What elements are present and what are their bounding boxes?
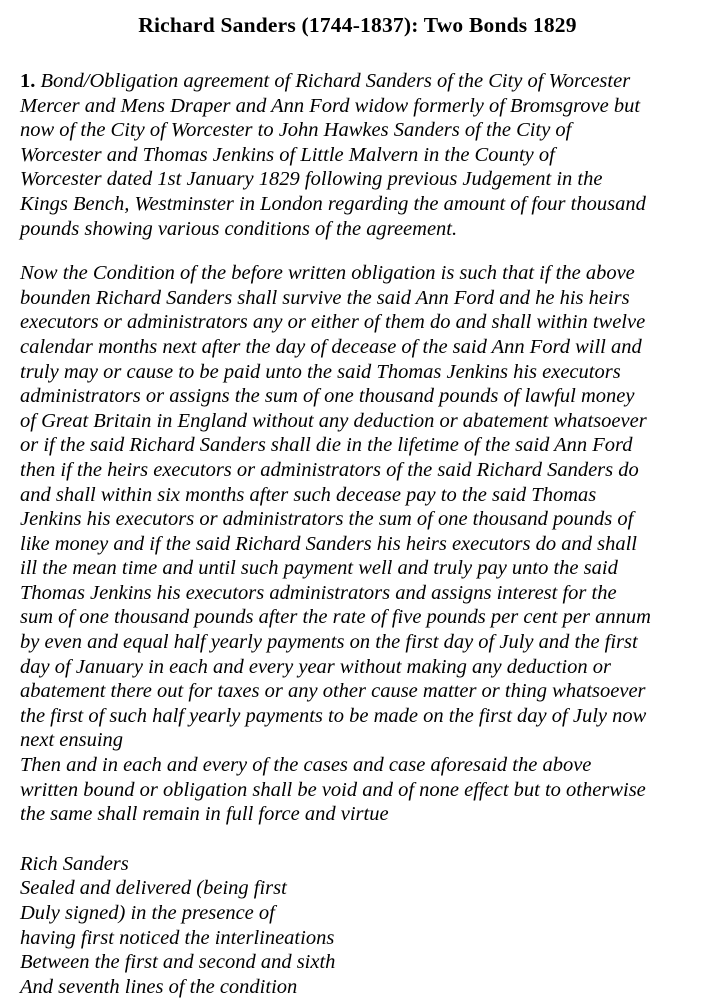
text-line: administrators or assigns the sum of one thousand pounds of lawful money — [20, 385, 635, 408]
text-line: of Great Britain in England without any deduction or abatement whatsoever — [20, 409, 647, 432]
text-line: and shall within six months after such decease pay to the said Thomas — [20, 483, 597, 506]
text-line: Mercer and Mens Draper and Ann Ford widow formerly of Bromsgrove but — [20, 94, 641, 117]
condition-paragraph — [20, 261, 695, 827]
text-line: then if the heirs executors or administrators of the said Richard Sanders do — [20, 458, 639, 481]
text-line: Now the Condition of the before written obligation is such that if the above — [20, 262, 635, 285]
text-line: written bound or obligation shall be void and of none effect but to otherwise — [20, 778, 646, 801]
text-line: Worcester dated 1st January 1829 following previous Judgement in the — [20, 168, 603, 191]
text-line: And seventh lines of the condition — [20, 975, 298, 998]
text-line: next ensuing — [20, 729, 124, 752]
text-line: executors or administrators any or either of them do and shall within twelve — [20, 311, 646, 334]
summary-first-line: Bond/Obligation agreement of Richard Sanders of the City of Worcester — [40, 70, 631, 92]
text-line: or if the said Richard Sanders shall die in the lifetime of the said Ann Ford — [20, 434, 633, 457]
text-line: having first noticed the interlineations — [20, 926, 335, 949]
text-line: pounds showing various conditions of the agreement. — [20, 217, 458, 240]
text-line: Then and in each and every of the cases and case aforesaid the above — [20, 754, 592, 777]
text-line: the first of such half yearly payments to be made on the first day of July now — [20, 704, 647, 727]
text-line: day of January in each and every year without making any deduction or — [20, 655, 611, 678]
text-line: the same shall remain in full force and virtue — [20, 803, 389, 826]
text-line: sum of one thousand pounds after the rate of five pounds per cent per annum — [20, 606, 651, 629]
text-line: Jenkins his executors or administrators the sum of one thousand pounds of — [20, 508, 634, 531]
text-line: Thomas Jenkins his executors administrators and assigns interest for the — [20, 581, 617, 604]
text-line: by even and equal half yearly payments on the first day of July and the first — [20, 631, 638, 654]
bond-summary-paragraph — [20, 69, 695, 241]
text-line: ill the mean time and until such payment well and truly pay unto the said — [20, 557, 618, 580]
text-line: Between the first and second and sixth — [20, 951, 336, 974]
item-number: 1. — [20, 70, 36, 92]
document-title: Richard Sanders (1744-1837): Two Bonds 1829 — [138, 13, 577, 37]
bond-summary-lines — [20, 94, 695, 242]
signature-closing-block — [20, 852, 695, 1000]
text-line: Duly signed) in the presence of — [20, 902, 275, 924]
text-line: calendar months next after the day of decease of the said Ann Ford will and — [20, 335, 642, 358]
text-line: truly may or cause to be paid unto the said Thomas Jenkins his executors — [20, 360, 621, 383]
text-line: bounden Richard Sanders shall survive the said Ann Ford and he his heirs — [20, 286, 630, 309]
text-line: Sealed and delivered (being first — [20, 877, 287, 900]
text-line: now of the City of Worcester to John Hawkes Sanders of the City of — [20, 119, 572, 142]
text-line — [20, 69, 695, 94]
text-line: Worcester and Thomas Jenkins of Little Malvern in the County of — [20, 143, 555, 166]
text-line: abatement there out for taxes or any other cause matter or thing whatsoever — [20, 680, 646, 703]
text-line: Rich Sanders — [20, 852, 129, 875]
text-line: like money and if the said Richard Sanders his heirs executors do and shall — [20, 532, 638, 555]
text-line: Kings Bench, Westminster in London regarding the amount of four thousand — [20, 192, 646, 215]
